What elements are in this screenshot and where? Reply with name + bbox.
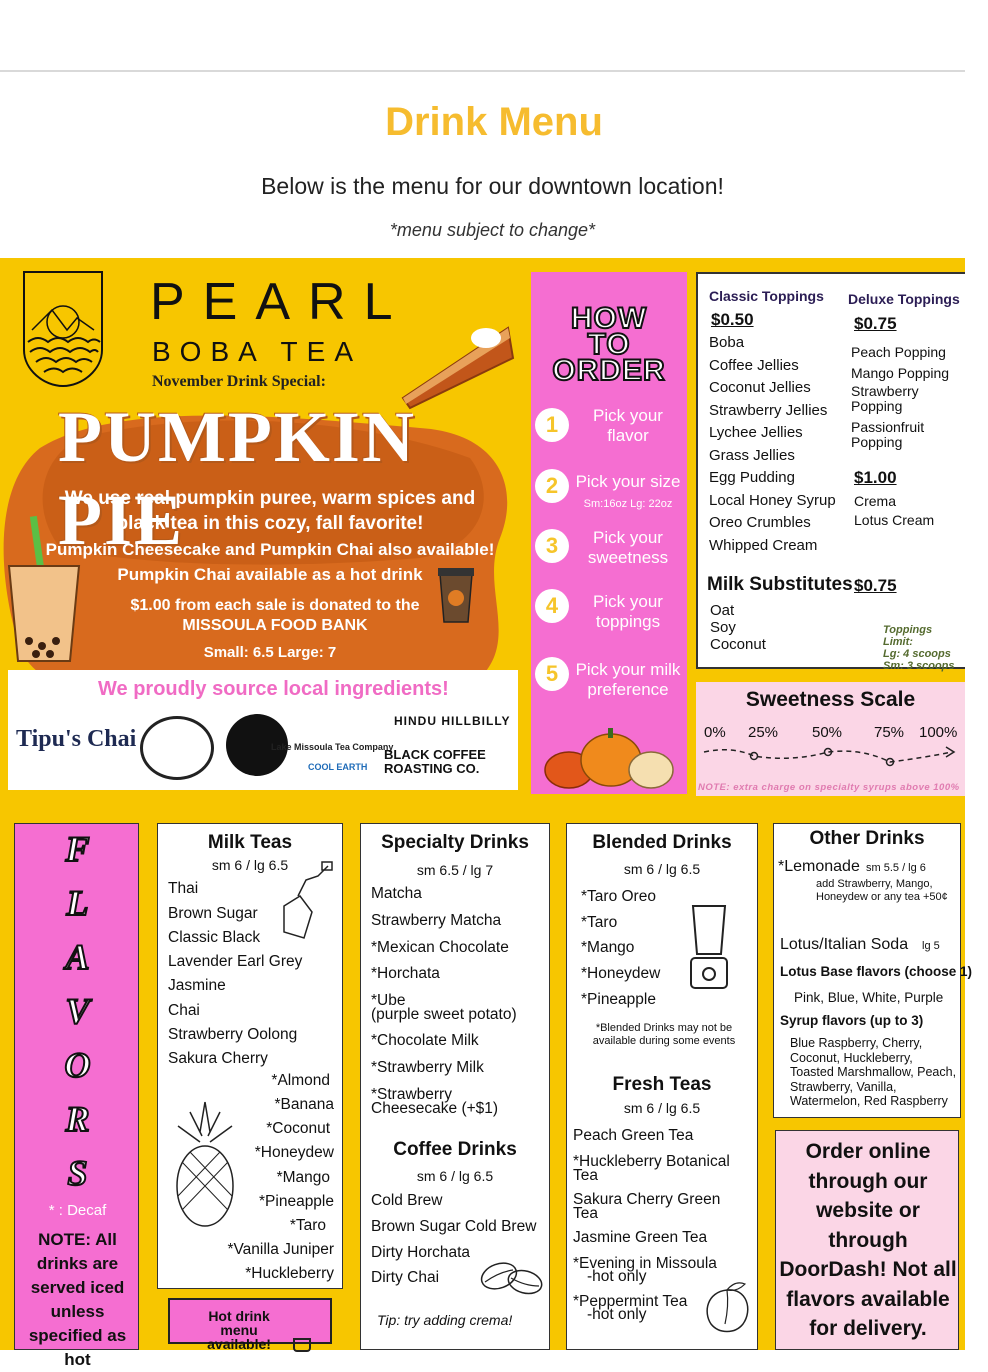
- partner-tipus-chai: Tipu's Chai: [16, 726, 137, 752]
- milk-item: Soy: [710, 619, 736, 636]
- limit-line: Sm: 3 scoops: [883, 660, 955, 672]
- menu-item: *Peppermint Tea: [573, 1293, 688, 1310]
- page-title: Drink Menu: [385, 100, 603, 144]
- specialty-sizes: sm 6.5 / lg 7: [416, 862, 494, 878]
- sweetness-level: 50%: [812, 724, 843, 741]
- other-drinks-card: [773, 823, 973, 1118]
- sweetness-scale-line: [702, 740, 962, 770]
- special-sizes: Small: 6.5 Large: 7: [203, 644, 337, 661]
- hot-menu-badge: [168, 1298, 332, 1352]
- pumpkins-icon: [539, 712, 679, 792]
- donation-line-1: $1.00 from each sale is donated to the: [130, 597, 420, 614]
- step-number: 3: [535, 529, 569, 563]
- menu-item: Cold Brew: [371, 1192, 443, 1209]
- menu-item: *Taro: [289, 1217, 326, 1234]
- menu-item: *Taro Oreo: [581, 888, 656, 905]
- tea-bag-icon: [278, 862, 338, 942]
- pearl-logo: [22, 270, 104, 388]
- syrup-flavors: Blue Raspberry, Cherry, Coconut, Huckleberry, Toasted Marshmallow, Peach, Strawberry, Vanilla, Watermelon, Red Raspberry: [790, 1036, 957, 1108]
- lemonade-addons: add Strawberry, Mango, Honeydew or any tea +50¢: [816, 878, 948, 903]
- milk-item: Oat: [710, 602, 735, 619]
- menu-note: *menu subject to change*: [389, 220, 596, 240]
- menu-item: *Banana: [274, 1096, 334, 1113]
- hot-cup-icon: [293, 1338, 311, 1352]
- step-number: 1: [535, 408, 569, 442]
- limit-line: Toppings Limit:: [883, 624, 933, 648]
- lemonade-size: sm 5.5 / lg 6: [866, 862, 926, 874]
- partner-hindu-hillbilly: HINDU HILLBILLY: [394, 714, 511, 728]
- donation-note: [90, 596, 460, 636]
- deluxe-toppings-title: Deluxe Toppings: [848, 291, 960, 307]
- menu-item: Matcha: [371, 885, 422, 902]
- milk-teas-card: [157, 823, 343, 1289]
- sweetness-level: 25%: [748, 724, 779, 741]
- topping-item: Strawberry Popping: [851, 383, 919, 414]
- menu-item: *Huckleberry Botanical: [573, 1153, 730, 1170]
- menu-item: Jasmine Green Tea: [573, 1229, 708, 1246]
- topping-item: Whipped Cream: [709, 536, 818, 554]
- soda-label: Lotus/Italian Soda: [780, 936, 909, 953]
- topping-item: Mango Popping: [851, 365, 950, 381]
- blended-sizes: sm 6 / lg 6.5: [623, 861, 701, 877]
- coffee-sizes: sm 6 / lg 6.5: [416, 1168, 494, 1184]
- how-to-order-panel: [531, 272, 687, 794]
- menu-item: *Mexican Chocolate: [371, 939, 509, 956]
- topping-item: Strawberry Jellies: [709, 401, 828, 419]
- topping-item: Passionfruit Popping: [851, 419, 925, 450]
- toppings-panel: [696, 272, 965, 672]
- coffee-cup-icon: [436, 564, 476, 624]
- classic-price: $0.50: [711, 310, 754, 329]
- milk-substitutes-title: Milk Substitutes: [707, 574, 853, 595]
- boba-cup-icon: [4, 516, 84, 666]
- promo-panel: [0, 258, 526, 803]
- hot-drink-note: Pumpkin Chai available as a hot drink: [117, 565, 423, 584]
- menu-item: *Almond: [271, 1072, 330, 1089]
- sweetness-level: 75%: [874, 724, 905, 741]
- flavors-letter: A: [65, 937, 90, 977]
- sweetness-level: 100%: [919, 724, 958, 741]
- menu-item: Tea: [573, 1167, 598, 1184]
- how-title-line: TO: [587, 328, 631, 361]
- topping-item: Crema: [854, 493, 897, 509]
- blended-note: *Blended Drinks may not be available during some events: [592, 1022, 736, 1047]
- topping-item: Lotus Cream: [854, 512, 935, 528]
- sourcing-title: We proudly source local ingredients!: [98, 678, 449, 700]
- blended-card: [566, 823, 758, 1350]
- milk-list: [710, 602, 766, 653]
- topping-item: Egg Pudding: [709, 469, 795, 486]
- order-online-text: Order online through our website or through DoorDash! Not all flavors available for delivery.: [779, 1140, 957, 1340]
- step-label: Pick your size: [575, 472, 681, 491]
- menu-item: *Pineapple: [581, 991, 656, 1008]
- menu-item: *Coconut: [266, 1120, 330, 1137]
- topping-item: Local Honey Syrup: [709, 491, 836, 509]
- flavors-letter: V: [65, 991, 90, 1031]
- specialty-title: Specialty Drinks: [381, 832, 529, 853]
- milk-price: $0.75: [854, 576, 897, 595]
- brand-tagline: BOBA TEA: [152, 336, 362, 367]
- menu-item: Strawberry Matcha: [371, 912, 502, 929]
- menu-item: Classic Black: [168, 929, 261, 946]
- step-detail: Sm:16oz Lg: 22oz: [583, 498, 673, 510]
- coffee-title: Coffee Drinks: [393, 1139, 517, 1160]
- sweetness-scale-panel: [696, 682, 965, 796]
- partner-lake-missoula: Lake Missoula Tea Company: [271, 742, 394, 752]
- menu-item: *Vanilla Juniper: [227, 1241, 334, 1258]
- donation-line-2: MISSOULA FOOD BANK: [182, 617, 368, 634]
- menu-item: Jasmine: [168, 977, 226, 994]
- flavors-letter: L: [66, 883, 89, 923]
- lotus-flavors-title: Lotus Base flavors (choose 1): [780, 964, 973, 979]
- coffee-tip: Tip: try adding crema!: [377, 1312, 513, 1328]
- local-sourcing-panel: [8, 670, 518, 790]
- sweetness-title: Sweetness Scale: [745, 688, 916, 711]
- menu-item: -hot only: [587, 1268, 647, 1285]
- step-label: Pick your milk preference: [575, 660, 681, 699]
- step-number: 4: [535, 589, 569, 623]
- deluxe-price: $0.75: [854, 314, 897, 333]
- soda-size: lg 5: [922, 940, 940, 952]
- pie-slice-icon: [398, 318, 518, 408]
- iced-note: NOTE: All drinks are served iced unless specified as hot: [28, 1230, 127, 1369]
- syrup-flavors-title: Syrup flavors (up to 3): [780, 1013, 924, 1028]
- flavors-letter: S: [67, 1153, 88, 1193]
- peach-icon: [699, 1280, 755, 1336]
- menu-item: *Ube: [371, 992, 406, 1009]
- lotus-flavors: Pink, Blue, White, Purple: [794, 990, 944, 1005]
- flavors-letter: O: [64, 1045, 91, 1085]
- menu-item: *Taro: [581, 914, 618, 931]
- milk-item: Coconut: [710, 636, 766, 653]
- menu-item: *Huckleberry: [245, 1265, 334, 1282]
- blended-title: Blended Drinks: [592, 832, 732, 853]
- menu-item: Thai: [168, 880, 199, 897]
- menu-item: *Horchata: [371, 965, 440, 982]
- classic-toppings-list: [709, 332, 836, 557]
- menu-item: (purple sweet potato): [371, 1006, 517, 1023]
- menu-item: Dirty Horchata: [371, 1244, 471, 1261]
- flavors-panel: [14, 823, 139, 1369]
- menu-item: Dirty Chai: [371, 1269, 440, 1286]
- menu-item: Lavender Earl Grey: [168, 953, 303, 970]
- step-label: Pick your sweetness: [587, 528, 669, 567]
- toppings-limit: [883, 624, 965, 672]
- how-title-line: ORDER: [552, 354, 666, 387]
- other-drinks-title: Other Drinks: [809, 828, 925, 849]
- menu-item: *Mango: [581, 939, 635, 956]
- topping-item: Coconut Jellies: [709, 379, 811, 396]
- menu-item: *Strawberry Milk: [371, 1059, 484, 1076]
- premium-price: $1.00: [854, 468, 897, 487]
- fresh-teas-sizes: sm 6 / lg 6.5: [623, 1100, 701, 1116]
- menu-item: Chai: [168, 1002, 200, 1019]
- step-number: 2: [535, 469, 569, 503]
- coffee-beans-icon: [477, 1252, 547, 1302]
- order-online-panel: [775, 1130, 959, 1350]
- topping-item: Peach Popping: [851, 344, 946, 360]
- classic-toppings-title: Classic Toppings: [709, 288, 824, 304]
- menu-item: Peach Green Tea: [573, 1127, 694, 1144]
- topping-item: Lychee Jellies: [709, 424, 803, 441]
- milk-teas-title: Milk Teas: [207, 832, 293, 853]
- site-header: [0, 0, 965, 72]
- partner-cool-earth: COOL EARTH: [308, 762, 368, 772]
- pineapple-icon: [170, 1102, 240, 1232]
- also-available: Pumpkin Cheesecake and Pumpkin Chai also available!: [45, 540, 495, 559]
- topping-item: Boba: [709, 334, 745, 351]
- page-subtitle: Below is the menu for our downtown location!: [261, 173, 724, 199]
- premium-toppings-list: [854, 492, 934, 530]
- step-label: Pick your flavor: [593, 406, 663, 445]
- special-name: PUMPKIN PIE: [58, 397, 416, 560]
- lemonade-label: *Lemonade: [778, 858, 860, 875]
- menu-item: Tea: [573, 1205, 598, 1222]
- topping-item: Grass Jellies: [709, 446, 795, 464]
- menu-item: Strawberry Oolong: [168, 1026, 298, 1043]
- menu-item: *Strawberry: [371, 1086, 452, 1103]
- menu-item: Sakura Cherry Green: [573, 1191, 721, 1208]
- menu-item: *Honeydew: [581, 965, 661, 982]
- sweetness-note: NOTE: extra charge on specialty syrups above 100%: [698, 782, 960, 793]
- how-to-order-title: [531, 302, 687, 387]
- hot-menu-text: Hot drink menu available!: [207, 1308, 271, 1352]
- limit-line: Lg: 4 scoops: [883, 648, 951, 660]
- special-description: We use real pumpkin puree, warm spices and black tea in this cozy, fall favorite!: [64, 488, 476, 534]
- menu-item: Brown Sugar Cold Brew: [371, 1218, 537, 1235]
- decaf-legend: * : Decaf: [48, 1202, 107, 1219]
- special-label: November Drink Special:: [152, 373, 326, 390]
- partner-cooperative-logo: [140, 716, 214, 780]
- blender-icon: [687, 902, 731, 992]
- menu-item: Sakura Cherry: [168, 1050, 268, 1067]
- menu-item: *Evening in Missoula: [573, 1255, 717, 1272]
- topping-item: Coffee Jellies: [709, 356, 799, 374]
- topping-item: Oreo Crumbles: [709, 514, 811, 531]
- menu-item: *Pineapple: [259, 1193, 334, 1210]
- deluxe-toppings-list: [851, 342, 949, 450]
- menu-image: [0, 258, 973, 1369]
- menu-item: -hot only: [587, 1306, 647, 1323]
- menu-item: Brown Sugar: [168, 905, 258, 922]
- menu-item: *Chocolate Milk: [371, 1032, 479, 1049]
- menu-item: *Honeydew: [254, 1144, 334, 1161]
- step-number: 5: [535, 657, 569, 691]
- flavors-letter: R: [65, 1099, 90, 1139]
- partner-black-coffee: BLACK COFFEE ROASTING CO.: [384, 747, 486, 776]
- brand-name: PEARL: [150, 273, 411, 331]
- menu-item: *Mango: [276, 1169, 330, 1186]
- flavors-letter: F: [65, 829, 90, 869]
- fresh-teas-title: Fresh Teas: [612, 1074, 712, 1095]
- how-title-line: HOW: [570, 302, 648, 335]
- step-label: Pick your toppings: [593, 592, 663, 631]
- milk-teas-sizes: sm 6 / lg 6.5: [211, 857, 289, 873]
- sweetness-level: 0%: [704, 724, 726, 741]
- specialty-card: [360, 823, 550, 1350]
- menu-item: Cheesecake (+$1): [371, 1100, 499, 1117]
